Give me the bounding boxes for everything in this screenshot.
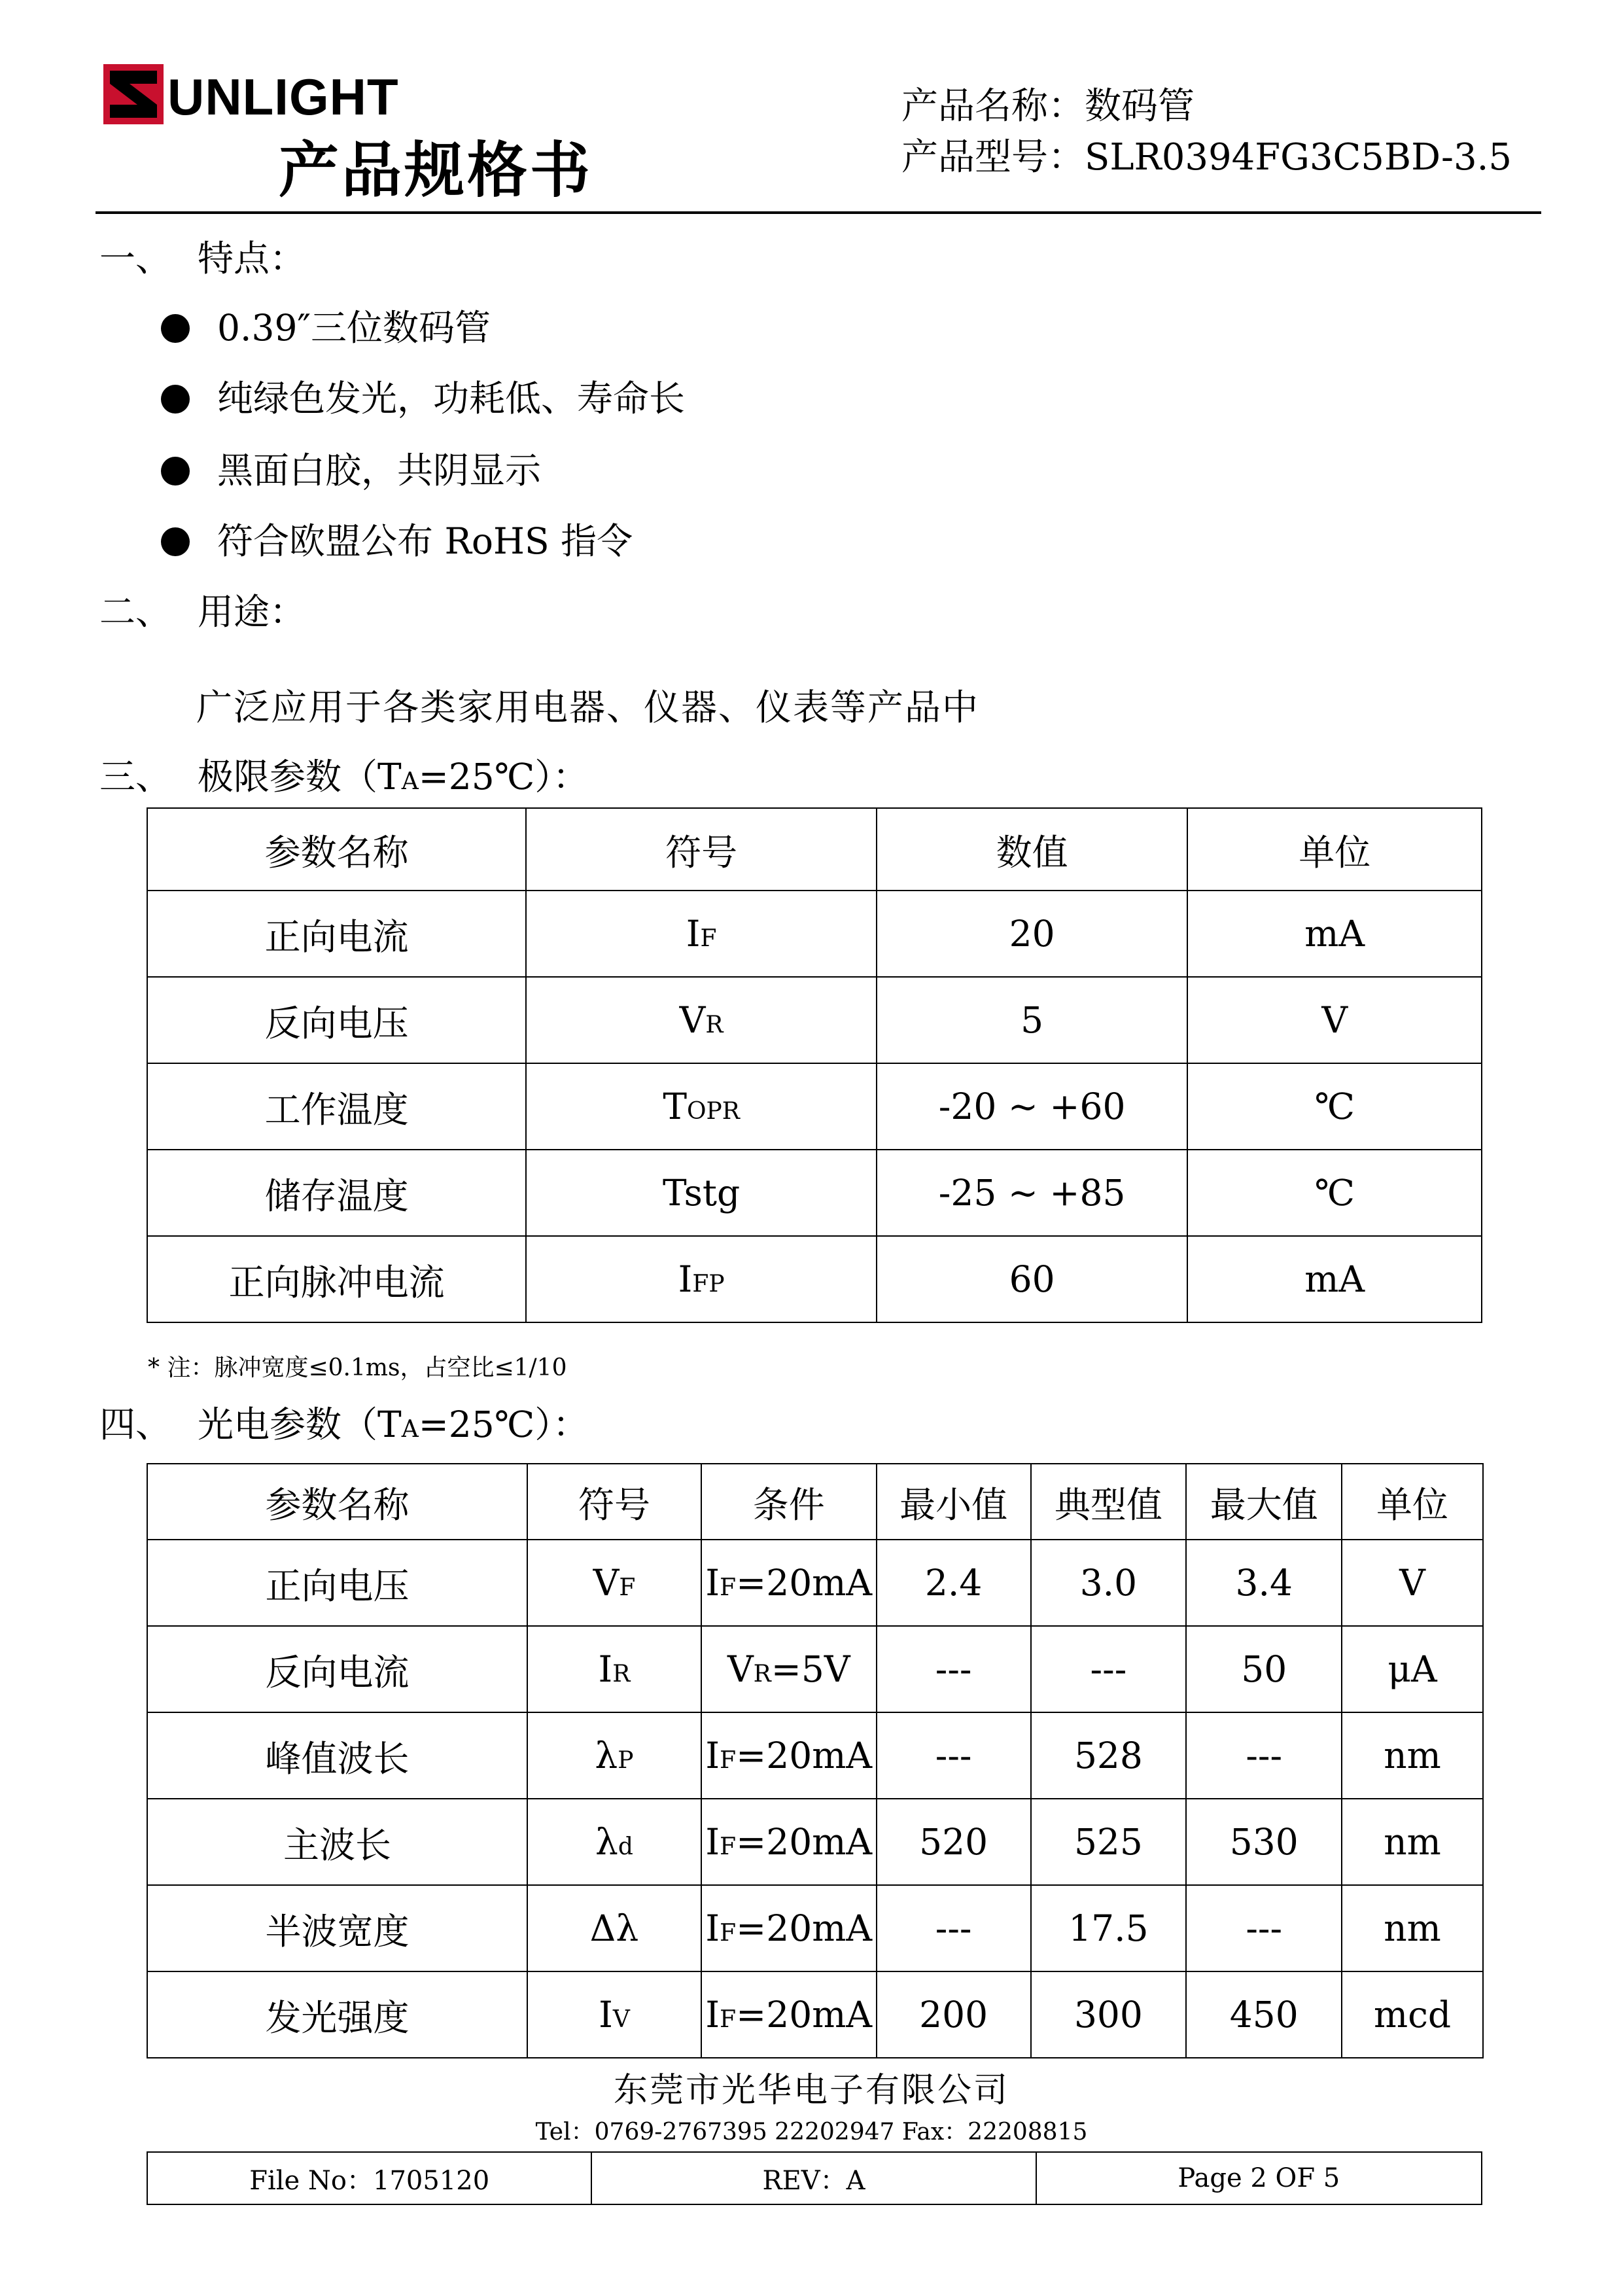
param-name: 主波长 (147, 1799, 527, 1885)
typ-cell: 300 (1031, 1971, 1187, 2058)
symbol: I (598, 1648, 613, 1690)
section-title-end: =25℃）： (418, 1404, 589, 1445)
section-usage-heading (99, 589, 305, 635)
feature-text: 纯绿色发光，功耗低、寿命长 (217, 378, 686, 419)
value-cell: 20 (877, 891, 1188, 977)
condition-cell (701, 1885, 877, 1971)
symbol-cell (527, 1712, 701, 1799)
symbol-sub: F (700, 925, 717, 952)
condition-value: =20mA (736, 1907, 873, 1949)
symbol-cell (527, 1971, 701, 2058)
table-row (147, 1971, 1483, 2058)
table-row (147, 977, 1482, 1063)
section-number: 三、 (99, 756, 172, 798)
condition-value: =20mA (736, 1562, 873, 1604)
symbol-cell (527, 1626, 701, 1712)
pulse-note: * 注：脉冲宽度≤0.1ms，占空比≤1/10 (148, 1354, 567, 1381)
min-cell: --- (877, 1712, 1031, 1799)
feature-text: 符合欧盟公布 RoHS 指令 (217, 520, 633, 562)
condition-sub: F (720, 1833, 737, 1860)
page-number: Page 2 OF 5 (1036, 2152, 1482, 2204)
feature-bullet (161, 448, 541, 493)
symbol-cell (526, 1150, 876, 1236)
unit-cell: V (1342, 1540, 1483, 1626)
max-cell: --- (1186, 1712, 1342, 1799)
unit-cell: mcd (1342, 1971, 1483, 2058)
condition-cell (701, 1799, 877, 1885)
symbol: Tstg (662, 1172, 741, 1214)
symbol-sub: FP (692, 1271, 725, 1298)
symbol: Δλ (589, 1907, 639, 1949)
max-cell: 50 (1186, 1626, 1342, 1712)
section-optical-heading (99, 1402, 589, 1453)
condition: V (727, 1648, 754, 1690)
header-divider (96, 211, 1541, 214)
condition: I (705, 1907, 720, 1949)
condition-cell (701, 1712, 877, 1799)
file-number: File No：1705120 (147, 2152, 591, 2204)
symbol-sub: R (705, 1012, 724, 1038)
condition-value: =20mA (736, 1994, 873, 2036)
typ-cell: 3.0 (1031, 1540, 1187, 1626)
symbol: I (678, 1258, 693, 1300)
condition: I (705, 1994, 720, 2036)
param-name: 反向电压 (147, 977, 526, 1063)
section-title-sub: A (401, 768, 419, 795)
param-name: 正向电压 (147, 1540, 527, 1626)
symbol-sub: d (618, 1833, 633, 1860)
max-cell: --- (1186, 1885, 1342, 1971)
table-row (147, 1626, 1483, 1712)
company-logo (103, 64, 399, 126)
symbol: T (663, 1086, 688, 1127)
symbol: I (686, 913, 701, 955)
header-cell: 典型值 (1031, 1464, 1187, 1540)
section-title: 用途： (198, 591, 306, 633)
param-name: 储存温度 (147, 1150, 526, 1236)
value-cell: 5 (877, 977, 1188, 1063)
table-row (147, 1712, 1483, 1799)
contact-info: Tel：0769-2767395 22202947 Fax：22208815 (535, 2119, 1088, 2146)
header-cell: 数值 (877, 808, 1188, 891)
revision: REV：A (591, 2152, 1036, 2204)
min-cell: 520 (877, 1799, 1031, 1885)
param-name: 发光强度 (147, 1971, 527, 2058)
company-name: 东莞市光华电子有限公司 (613, 2071, 1009, 2110)
symbol: V (593, 1562, 620, 1604)
bullet-icon (161, 527, 190, 556)
condition-cell (701, 1626, 877, 1712)
param-name: 工作温度 (147, 1063, 526, 1150)
table-header-row (147, 808, 1482, 891)
section-number: 一、 (99, 238, 172, 279)
symbol-cell (526, 891, 876, 977)
unit-cell: nm (1342, 1799, 1483, 1885)
symbol: λ (595, 1735, 618, 1776)
bullet-icon (161, 385, 190, 414)
min-cell: 200 (877, 1971, 1031, 2058)
unit-cell: ℃ (1187, 1063, 1482, 1150)
feature-bullet (161, 376, 685, 421)
unit-cell: mA (1187, 891, 1482, 977)
typ-cell: 17.5 (1031, 1885, 1187, 1971)
symbol-cell (527, 1799, 701, 1885)
feature-bullet (161, 518, 633, 564)
unit-cell: nm (1342, 1712, 1483, 1799)
max-cell: 450 (1186, 1971, 1342, 2058)
condition: I (705, 1562, 720, 1604)
condition: I (705, 1735, 720, 1776)
optical-table (147, 1463, 1484, 2058)
header-cell: 单位 (1342, 1464, 1483, 1540)
section-limits-heading (99, 754, 589, 805)
table-row (147, 891, 1482, 977)
table-row (147, 1063, 1482, 1150)
unit-cell: nm (1342, 1885, 1483, 1971)
usage-text: 广泛应用于各类家用电器、仪器、仪表等产品中 (196, 686, 980, 728)
typ-cell: 528 (1031, 1712, 1187, 1799)
table-row (147, 1799, 1483, 1885)
symbol-sub: P (618, 1747, 634, 1774)
table-row (147, 1885, 1483, 1971)
limits-table (147, 807, 1482, 1323)
value-cell: -25 ~ +85 (877, 1150, 1188, 1236)
header-cell: 参数名称 (147, 1464, 527, 1540)
typ-cell: --- (1031, 1626, 1187, 1712)
header-cell: 单位 (1187, 808, 1482, 891)
section-title-sub: A (401, 1416, 419, 1443)
feature-bullet (161, 305, 491, 351)
header-cell: 参数名称 (147, 808, 526, 891)
condition-sub: F (720, 1747, 737, 1774)
unit-cell: ℃ (1187, 1150, 1482, 1236)
symbol-sub: V (612, 2006, 630, 2033)
symbol-sub: F (619, 1574, 636, 1601)
condition-value: =5V (771, 1648, 850, 1690)
unit-cell: mA (1187, 1236, 1482, 1322)
section-features-heading (99, 236, 305, 281)
value-cell: 60 (877, 1236, 1188, 1322)
logo-mark-icon (103, 64, 164, 124)
section-number: 二、 (99, 591, 172, 633)
param-name: 正向电流 (147, 891, 526, 977)
param-name: 半波宽度 (147, 1885, 527, 1971)
typ-cell: 525 (1031, 1799, 1187, 1885)
min-cell: --- (877, 1885, 1031, 1971)
condition: I (705, 1821, 720, 1863)
table-row (147, 1150, 1482, 1236)
table-row (147, 1540, 1483, 1626)
min-cell: --- (877, 1626, 1031, 1712)
section-title-end: =25℃）： (418, 756, 589, 798)
header-cell: 符号 (527, 1464, 701, 1540)
symbol-cell (527, 1540, 701, 1626)
bullet-icon (161, 314, 190, 343)
product-model: 产品型号：SLR0394FG3C5BD-3.5 (901, 136, 1512, 179)
document-title: 产品规格书 (279, 135, 593, 205)
footer-row (147, 2152, 1482, 2204)
max-cell: 530 (1186, 1799, 1342, 1885)
condition-cell (701, 1540, 877, 1626)
symbol-sub: R (612, 1661, 631, 1687)
symbol-cell (526, 977, 876, 1063)
unit-cell: μA (1342, 1626, 1483, 1712)
symbol: V (679, 999, 706, 1041)
value-cell: -20 ~ +60 (877, 1063, 1188, 1150)
feature-text: 黑面白胶，共阴显示 (217, 450, 542, 491)
symbol-cell (527, 1885, 701, 1971)
symbol-cell (526, 1236, 876, 1322)
table-header-row (147, 1464, 1483, 1540)
condition-sub: R (753, 1661, 771, 1687)
condition-value: =20mA (736, 1821, 873, 1863)
unit-cell: V (1187, 977, 1482, 1063)
symbol-sub: OPR (687, 1098, 740, 1125)
condition-sub: F (720, 2006, 737, 2033)
min-cell: 2.4 (877, 1540, 1031, 1626)
max-cell: 3.4 (1186, 1540, 1342, 1626)
condition-sub: F (720, 1574, 737, 1601)
section-title: 光电参数（T (198, 1404, 402, 1445)
param-name: 反向电流 (147, 1626, 527, 1712)
symbol: λ (595, 1821, 618, 1863)
section-title: 极限参数（T (198, 756, 402, 798)
feature-text: 0.39″三位数码管 (217, 307, 491, 349)
condition-sub: F (720, 1920, 737, 1947)
bullet-icon (161, 457, 190, 486)
header-cell: 最小值 (877, 1464, 1031, 1540)
section-title: 特点： (198, 238, 306, 279)
param-name: 峰值波长 (147, 1712, 527, 1799)
condition-cell (701, 1971, 877, 2058)
symbol: I (599, 1994, 613, 2036)
header-cell: 符号 (526, 808, 876, 891)
param-name: 正向脉冲电流 (147, 1236, 526, 1322)
header-cell: 条件 (701, 1464, 877, 1540)
section-number: 四、 (99, 1404, 172, 1445)
table-row (147, 1236, 1482, 1322)
product-name: 产品名称：数码管 (901, 85, 1195, 128)
footer-table (147, 2151, 1482, 2205)
condition-value: =20mA (736, 1735, 873, 1776)
symbol-cell (526, 1063, 876, 1150)
logo-text: UNLIGHT (167, 68, 399, 126)
header-cell: 最大值 (1186, 1464, 1342, 1540)
